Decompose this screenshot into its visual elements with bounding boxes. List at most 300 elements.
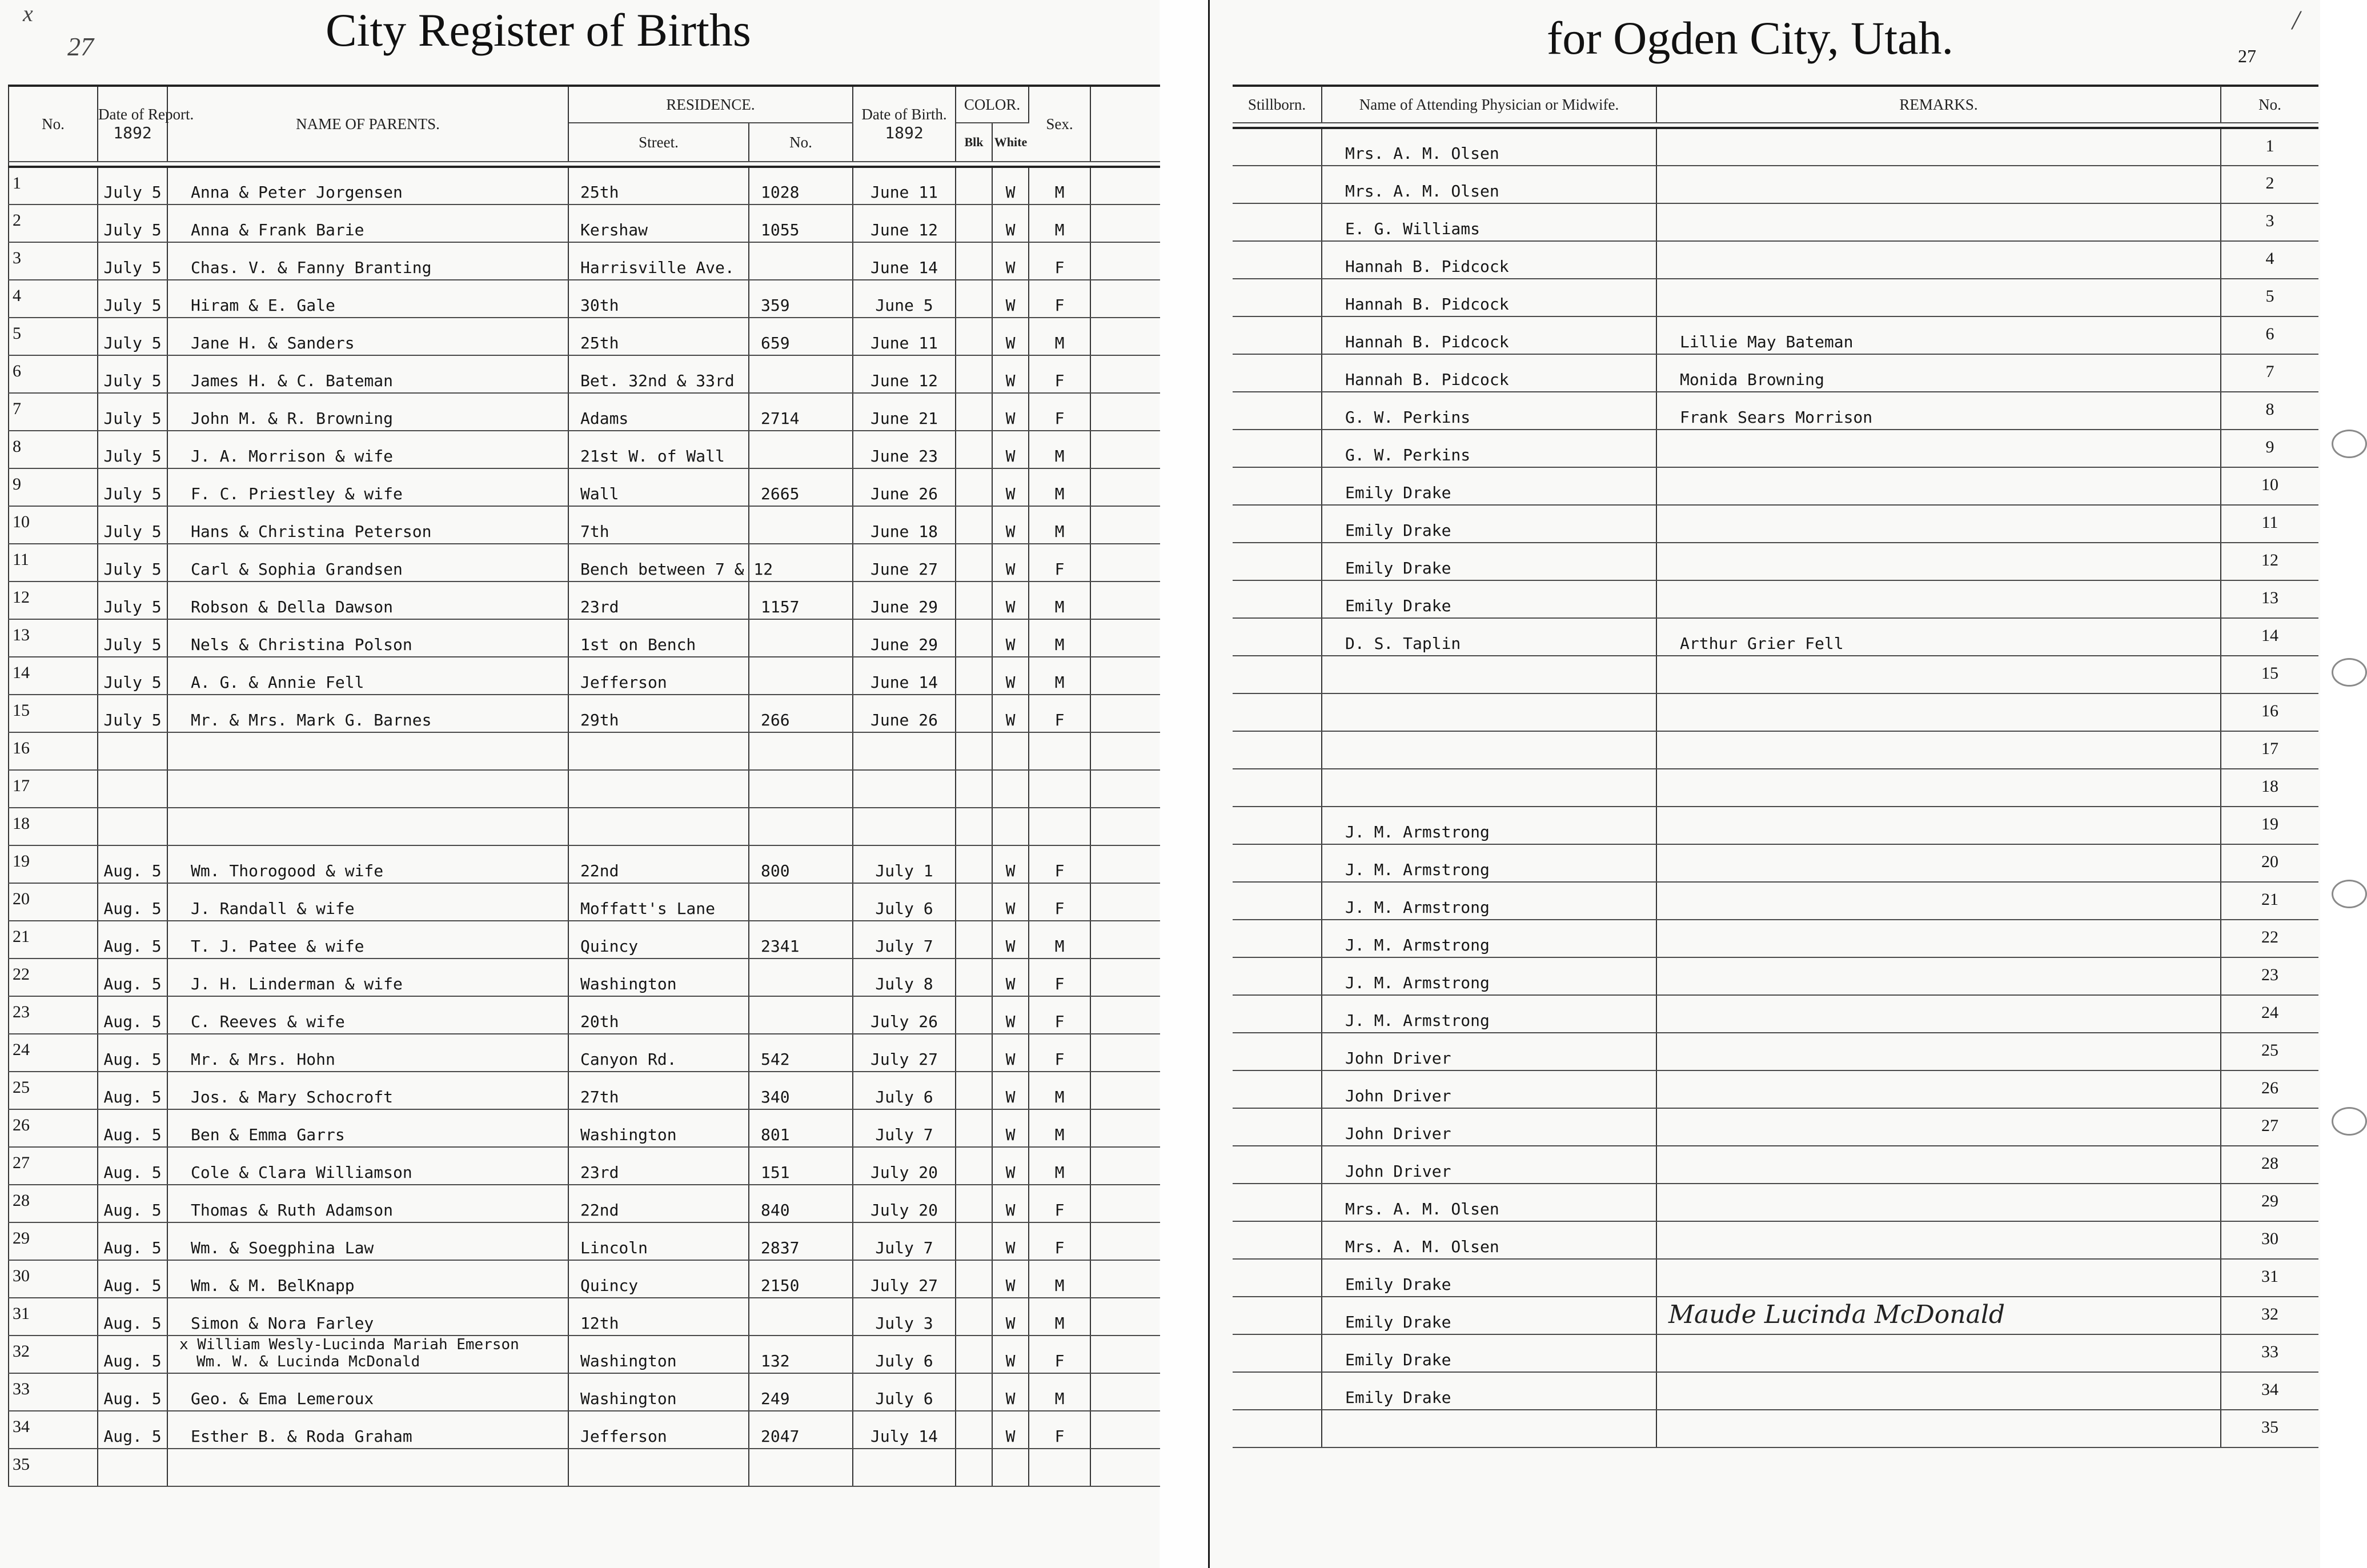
color-white: W: [992, 959, 1029, 996]
color-white: W: [992, 506, 1029, 544]
table-row: [1233, 957, 2318, 995]
parents-name: J. Randall & wife: [167, 883, 568, 921]
entry-number: 23: [9, 996, 98, 1034]
stillborn-cell: [1233, 1221, 1322, 1259]
color-white: W: [992, 883, 1029, 921]
table-row: [1233, 1259, 2318, 1297]
color-white: W: [992, 393, 1029, 431]
color-blk-cell: [956, 431, 992, 468]
entry-number-right: 2: [2221, 166, 2318, 203]
col-res-no-header: No.: [749, 123, 853, 162]
entry-number-right: 7: [2221, 354, 2318, 392]
residence-street: Lincoln: [568, 1222, 749, 1260]
entry-number: 13: [9, 619, 98, 657]
color-white: [992, 770, 1029, 808]
entry-number: 20: [9, 883, 98, 921]
remarks-cell: [1656, 957, 2221, 995]
table-row: [9, 883, 1160, 921]
sex-cell: F: [1029, 695, 1090, 732]
color-white: W: [992, 657, 1029, 695]
table-row: [9, 732, 1160, 770]
birth-date: July 6: [853, 1373, 956, 1411]
sex-cell: F: [1029, 1034, 1090, 1072]
table-row: [9, 1147, 1160, 1185]
col-no-header: No.: [9, 86, 98, 162]
color-white: W: [992, 468, 1029, 506]
birth-date: June 21: [853, 393, 956, 431]
residence-number: 2341: [749, 921, 853, 959]
table-row: [1233, 1221, 2318, 1259]
residence-number: 1028: [749, 167, 853, 204]
attending-physician: John Driver: [1322, 1146, 1656, 1184]
entry-number-right: 29: [2221, 1184, 2318, 1221]
table-row: [1233, 1334, 2318, 1372]
table-row: [9, 468, 1160, 506]
col-blank-header: [1090, 86, 1160, 162]
page-number: 27: [2238, 46, 2256, 66]
attending-physician: Hannah B. Pidcock: [1322, 354, 1656, 392]
entry-number: 30: [9, 1260, 98, 1298]
report-date: July 5: [98, 242, 167, 280]
entry-number: 26: [9, 1109, 98, 1147]
stillborn-cell: [1233, 316, 1322, 354]
table-row: [1233, 882, 2318, 920]
sex-cell: M: [1029, 468, 1090, 506]
table-row: [1233, 580, 2318, 618]
col-birth-header: Date of Birth. 1892: [853, 86, 956, 162]
residence-number: 2837: [749, 1222, 853, 1260]
remarks-cell: [1656, 920, 2221, 957]
blank-cell: [1090, 1109, 1160, 1147]
attending-physician: Hannah B. Pidcock: [1322, 279, 1656, 316]
remarks-cell: [1656, 1334, 2221, 1372]
residence-street: Washington: [568, 959, 749, 996]
sex-cell: F: [1029, 393, 1090, 431]
table-row: [9, 280, 1160, 318]
color-blk-cell: [956, 318, 992, 355]
attending-physician: E. G. Williams: [1322, 203, 1656, 241]
color-blk-cell: [956, 393, 992, 431]
residence-number: [749, 1298, 853, 1336]
entry-number: 24: [9, 1034, 98, 1072]
entry-number: 17: [9, 770, 98, 808]
table-row: [9, 1034, 1160, 1072]
residence-street: Quincy: [568, 921, 749, 959]
birth-date: June 12: [853, 204, 956, 242]
color-white: W: [992, 582, 1029, 619]
birth-date: [853, 1449, 956, 1486]
residence-number: 249: [749, 1373, 853, 1411]
parents-name: [167, 1336, 568, 1373]
entry-number-right: 13: [2221, 580, 2318, 618]
parents-name: [167, 1449, 568, 1486]
left-register-table: [8, 85, 1160, 1487]
blank-cell: [1090, 883, 1160, 921]
stillborn-cell: [1233, 844, 1322, 882]
residence-number: 659: [749, 318, 853, 355]
table-row: [9, 1260, 1160, 1298]
residence-street: Wall: [568, 468, 749, 506]
entry-number: 12: [9, 582, 98, 619]
birth-date: June 14: [853, 657, 956, 695]
residence-number: [749, 619, 853, 657]
birth-date: June 5: [853, 280, 956, 318]
birth-date: July 6: [853, 1336, 956, 1373]
color-blk-cell: [956, 808, 992, 845]
entry-number: 22: [9, 959, 98, 996]
color-blk-cell: [956, 959, 992, 996]
table-row: [1233, 1372, 2318, 1410]
color-blk-cell: [956, 1072, 992, 1109]
sex-cell: M: [1029, 1260, 1090, 1298]
color-blk-cell: [956, 280, 992, 318]
color-blk-cell: [956, 1185, 992, 1222]
left-register-rows: [9, 167, 1160, 1486]
color-blk-cell: [956, 1449, 992, 1486]
residence-street: 25th: [568, 318, 749, 355]
blank-cell: [1090, 770, 1160, 808]
birth-date: July 8: [853, 959, 956, 996]
remarks-cell: [1656, 241, 2221, 279]
attending-physician: D. S. Taplin: [1322, 618, 1656, 656]
attending-physician: Mrs. A. M. Olsen: [1322, 128, 1656, 166]
table-row: [9, 845, 1160, 883]
table-row: [9, 996, 1160, 1034]
parents-name: Jane H. & Sanders: [167, 318, 568, 355]
blank-cell: [1090, 1336, 1160, 1373]
residence-street: 20th: [568, 996, 749, 1034]
col-stillborn-header: Stillborn.: [1233, 86, 1322, 123]
parents-name: C. Reeves & wife: [167, 996, 568, 1034]
remarks-cell: [1656, 1184, 2221, 1221]
parents-name: Jos. & Mary Schocroft: [167, 1072, 568, 1109]
parents-name: Hiram & E. Gale: [167, 280, 568, 318]
birth-date: June 11: [853, 167, 956, 204]
remarks-cell: [1656, 807, 2221, 844]
remarks-cell: [1656, 580, 2221, 618]
table-row: [1233, 844, 2318, 882]
parents-name: Mr. & Mrs. Hohn: [167, 1034, 568, 1072]
remarks-cell: [1656, 693, 2221, 731]
residence-number: [749, 883, 853, 921]
residence-number: 266: [749, 695, 853, 732]
birth-date: July 3: [853, 1298, 956, 1336]
residence-number: [749, 1449, 853, 1486]
stillborn-cell: [1233, 1410, 1322, 1447]
parents-name: Ben & Emma Garrs: [167, 1109, 568, 1147]
right-register-rows: [1233, 128, 2318, 1447]
stillborn-cell: [1233, 957, 1322, 995]
corner-mark-x: x: [23, 1, 33, 26]
entry-number: 1: [9, 167, 98, 204]
col-physician-header: Name of Attending Physician or Midwife.: [1322, 86, 1656, 123]
entry-number-right: 31: [2221, 1259, 2318, 1297]
blank-cell: [1090, 544, 1160, 582]
residence-street: [568, 770, 749, 808]
attending-physician: Mrs. A. M. Olsen: [1322, 1184, 1656, 1221]
residence-street: 27th: [568, 1072, 749, 1109]
table-row: [1233, 1184, 2318, 1221]
report-date: Aug. 5: [98, 1260, 167, 1298]
corner-page-note: 27: [67, 32, 94, 61]
residence-number: [749, 808, 853, 845]
remarks-cell: Frank Sears Morrison: [1656, 392, 2221, 430]
color-white: W: [992, 1109, 1029, 1147]
report-date: July 5: [98, 204, 167, 242]
residence-street: [568, 732, 749, 770]
remarks-cell: [1656, 1033, 2221, 1070]
stillborn-cell: [1233, 392, 1322, 430]
color-white: W: [992, 619, 1029, 657]
birth-date: July 20: [853, 1185, 956, 1222]
table-row: [1233, 1297, 2318, 1334]
color-blk-cell: [956, 468, 992, 506]
report-date: July 5: [98, 582, 167, 619]
report-date: Aug. 5: [98, 1336, 167, 1373]
residence-number: 840: [749, 1185, 853, 1222]
report-date: Aug. 5: [98, 1411, 167, 1449]
color-white: W: [992, 355, 1029, 393]
color-white: W: [992, 431, 1029, 468]
residence-street: Adams: [568, 393, 749, 431]
color-blk-cell: [956, 1411, 992, 1449]
report-date: July 5: [98, 393, 167, 431]
attending-physician: [1322, 769, 1656, 807]
entry-number-right: 14: [2221, 618, 2318, 656]
entry-number: 5: [9, 318, 98, 355]
table-row: [1233, 1108, 2318, 1146]
attending-physician: J. M. Armstrong: [1322, 882, 1656, 920]
table-row: [9, 1072, 1160, 1109]
color-blk-cell: [956, 582, 992, 619]
color-white: W: [992, 1072, 1029, 1109]
parents-name: [167, 770, 568, 808]
table-row: [1233, 995, 2318, 1033]
table-row: [1233, 430, 2318, 467]
table-row: [9, 1298, 1160, 1336]
header-rule: [1233, 123, 2318, 128]
table-row: [1233, 731, 2318, 769]
residence-street: Moffatt's Lane: [568, 883, 749, 921]
entry-number-right: 25: [2221, 1033, 2318, 1070]
entry-number: 14: [9, 657, 98, 695]
residence-number: 359: [749, 280, 853, 318]
stillborn-cell: [1233, 203, 1322, 241]
table-row: [1233, 203, 2318, 241]
entry-number-right: 32: [2221, 1297, 2318, 1334]
birth-date: June 23: [853, 431, 956, 468]
stillborn-cell: [1233, 693, 1322, 731]
remarks-cell: [1656, 543, 2221, 580]
col-date-report-header: Date of Report. 1892: [98, 86, 167, 162]
entry-number-right: 26: [2221, 1070, 2318, 1108]
birth-date: July 6: [853, 1072, 956, 1109]
color-blk-cell: [956, 619, 992, 657]
birth-date: June 29: [853, 582, 956, 619]
table-row: [9, 544, 1160, 582]
residence-street: 22nd: [568, 845, 749, 883]
stillborn-cell: [1233, 580, 1322, 618]
residence-street: Kershaw: [568, 204, 749, 242]
sex-cell: M: [1029, 582, 1090, 619]
stillborn-cell: [1233, 995, 1322, 1033]
color-blk-cell: [956, 657, 992, 695]
color-white: W: [992, 1034, 1029, 1072]
color-blk-cell: [956, 770, 992, 808]
col-blk-header: Blk: [956, 123, 992, 162]
stillborn-cell: [1233, 1184, 1322, 1221]
sex-cell: F: [1029, 1411, 1090, 1449]
entry-number: 35: [9, 1449, 98, 1486]
entry-number: 21: [9, 921, 98, 959]
sex-cell: F: [1029, 355, 1090, 393]
table-row: [1233, 543, 2318, 580]
residence-street: Jefferson: [568, 1411, 749, 1449]
remarks-cell: [1656, 1259, 2221, 1297]
binder-hole: [2332, 658, 2367, 687]
residence-number: [749, 770, 853, 808]
remarks-cell: [1656, 844, 2221, 882]
sex-cell: F: [1029, 1185, 1090, 1222]
report-date: [98, 770, 167, 808]
entry-number: 25: [9, 1072, 98, 1109]
residence-street: Canyon Rd.: [568, 1034, 749, 1072]
entry-number-right: 15: [2221, 656, 2318, 693]
birth-date: July 7: [853, 921, 956, 959]
stillborn-cell: [1233, 166, 1322, 203]
report-date: July 5: [98, 506, 167, 544]
residence-street: 21st W. of Wall: [568, 431, 749, 468]
residence-number: 132: [749, 1336, 853, 1373]
birth-date: [853, 770, 956, 808]
color-blk-cell: [956, 1298, 992, 1336]
remarks-cell: Lillie May Bateman: [1656, 316, 2221, 354]
table-row: [9, 1109, 1160, 1147]
register-title-left: City Register of Births: [326, 4, 751, 56]
color-white: W: [992, 1222, 1029, 1260]
parents-name: [167, 732, 568, 770]
color-blk-cell: [956, 544, 992, 582]
attending-physician: Emily Drake: [1322, 467, 1656, 505]
table-row: [9, 657, 1160, 695]
blank-cell: [1090, 1260, 1160, 1298]
table-row: [9, 921, 1160, 959]
residence-street: Jefferson: [568, 657, 749, 695]
table-row: [1233, 392, 2318, 430]
residence-number: [749, 996, 853, 1034]
remarks-cell: [1656, 430, 2221, 467]
report-date: [98, 732, 167, 770]
entry-number: 33: [9, 1373, 98, 1411]
report-date: Aug. 5: [98, 1072, 167, 1109]
report-date: Aug. 5: [98, 845, 167, 883]
sex-cell: M: [1029, 1147, 1090, 1185]
report-year: 1892: [113, 123, 152, 143]
table-row: [1233, 128, 2318, 166]
sex-cell: F: [1029, 996, 1090, 1034]
attending-physician: [1322, 656, 1656, 693]
table-row: [1233, 769, 2318, 807]
entry-number-right: 34: [2221, 1372, 2318, 1410]
residence-street: Washington: [568, 1373, 749, 1411]
stillborn-cell: [1233, 1033, 1322, 1070]
residence-number: [749, 732, 853, 770]
remarks-cell: [1656, 467, 2221, 505]
residence-street: Bet. 32nd & 33rd: [568, 355, 749, 393]
color-blk-cell: [956, 355, 992, 393]
entry-number-right: 35: [2221, 1410, 2318, 1447]
parents-name: J. A. Morrison & wife: [167, 431, 568, 468]
blank-cell: [1090, 657, 1160, 695]
residence-street: Harrisville Ave.: [568, 242, 749, 280]
blank-cell: [1090, 1449, 1160, 1486]
register-title-right: for Ogden City, Utah.: [1547, 12, 1954, 64]
residence-number: 2150: [749, 1260, 853, 1298]
color-white: W: [992, 1260, 1029, 1298]
col-no-header-right: No.: [2221, 86, 2318, 123]
residence-number: 2665: [749, 468, 853, 506]
stillborn-cell: [1233, 505, 1322, 543]
residence-number: [749, 506, 853, 544]
residence-number: 800: [749, 845, 853, 883]
blank-cell: [1090, 242, 1160, 280]
residence-street: 22nd: [568, 1185, 749, 1222]
color-white: [992, 808, 1029, 845]
parents-name: Geo. & Ema Lemeroux: [167, 1373, 568, 1411]
color-blk-cell: [956, 242, 992, 280]
color-blk-cell: [956, 1222, 992, 1260]
blank-cell: [1090, 204, 1160, 242]
blank-cell: [1090, 1034, 1160, 1072]
report-date: Aug. 5: [98, 959, 167, 996]
stillborn-cell: [1233, 1108, 1322, 1146]
residence-street: [568, 808, 749, 845]
parents-note: x William Wesly-Lucinda Mariah Emerson: [179, 1336, 519, 1353]
residence-number: 801: [749, 1109, 853, 1147]
attending-physician: Emily Drake: [1322, 1259, 1656, 1297]
residence-number: 542: [749, 1034, 853, 1072]
entry-number-right: 11: [2221, 505, 2318, 543]
table-row: [1233, 279, 2318, 316]
sex-cell: [1029, 808, 1090, 845]
blank-cell: [1090, 921, 1160, 959]
entry-number: 28: [9, 1185, 98, 1222]
sex-cell: M: [1029, 318, 1090, 355]
table-row: [9, 1449, 1160, 1486]
entry-number-right: 21: [2221, 882, 2318, 920]
entry-number: 34: [9, 1411, 98, 1449]
color-white: W: [992, 996, 1029, 1034]
color-white: W: [992, 1147, 1029, 1185]
table-row: [9, 619, 1160, 657]
report-date: July 5: [98, 167, 167, 204]
table-row: [9, 242, 1160, 280]
binder-hole: [2332, 880, 2367, 908]
color-white: W: [992, 845, 1029, 883]
table-row: [9, 431, 1160, 468]
remarks-cell: [1656, 166, 2221, 203]
blank-cell: [1090, 1411, 1160, 1449]
blank-cell: [1090, 318, 1160, 355]
birth-date: July 7: [853, 1109, 956, 1147]
report-date: July 5: [98, 544, 167, 582]
col-residence-header: RESIDENCE.: [568, 86, 853, 123]
birth-date: June 12: [853, 355, 956, 393]
attending-physician: J. M. Armstrong: [1322, 807, 1656, 844]
remarks-cell: Arthur Grier Fell: [1656, 618, 2221, 656]
blank-cell: [1090, 1373, 1160, 1411]
blank-cell: [1090, 1072, 1160, 1109]
